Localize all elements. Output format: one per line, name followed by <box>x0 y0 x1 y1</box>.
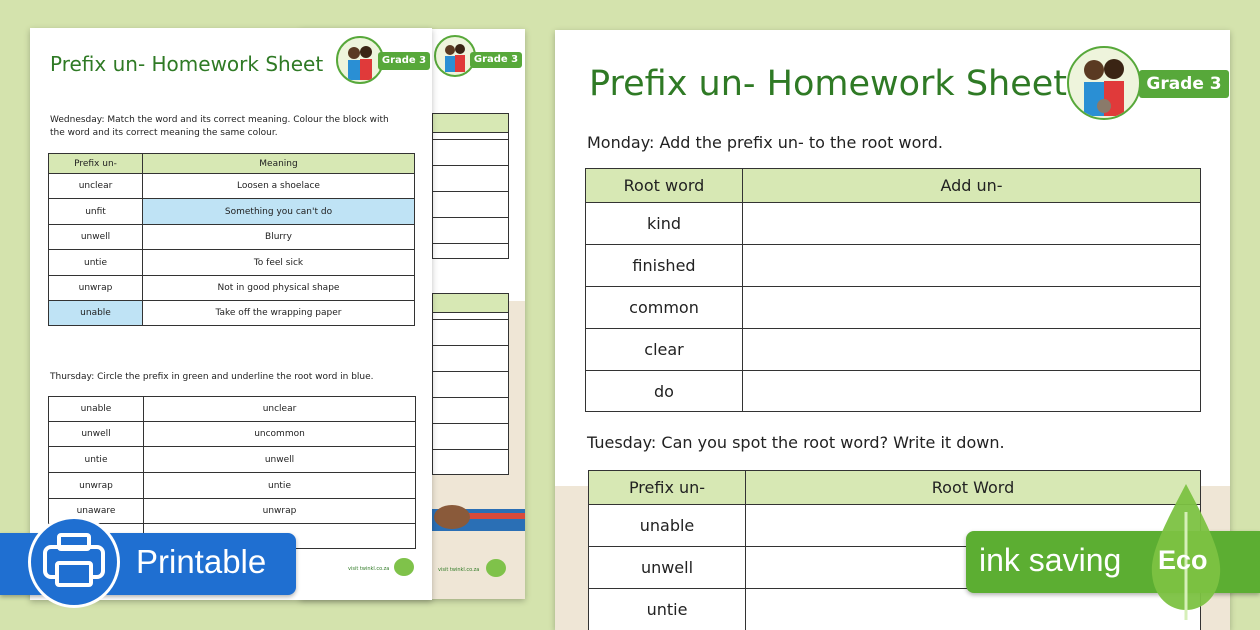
column-header: Root Word <box>746 471 1201 505</box>
monday-table <box>585 168 1201 412</box>
table-row <box>586 371 1201 412</box>
page-title: Prefix un- Homework Sheet <box>50 52 324 76</box>
table-row <box>49 447 416 473</box>
column-header: Prefix un- <box>49 154 143 174</box>
eco-label: Eco <box>1158 545 1208 575</box>
root-word-cell: do <box>586 371 743 412</box>
footer-url: visit twinkl.co.za <box>438 567 480 573</box>
word-cell[interactable]: unclear <box>49 174 143 199</box>
grade-badge: Grade 3 <box>1139 70 1229 98</box>
word-cell[interactable]: uncommon <box>144 422 416 447</box>
prefix-word-cell: untie <box>589 589 746 630</box>
word-cell[interactable]: unable <box>49 397 144 422</box>
column-header: Prefix un- <box>589 471 746 505</box>
table-row <box>49 225 415 250</box>
grade-badge: Grade 3 <box>378 52 430 70</box>
root-word-cell: kind <box>586 203 743 245</box>
word-cell[interactable]: unclear <box>144 397 416 422</box>
table-row <box>49 397 416 422</box>
word-cell[interactable]: unwrap <box>144 499 416 524</box>
answer-cell[interactable] <box>743 329 1201 371</box>
tuesday-instruction: Tuesday: Can you spot the root word? Write it down. <box>587 433 1005 452</box>
prefix-word-cell: unwell <box>589 547 746 589</box>
column-header: Meaning <box>143 154 415 174</box>
word-cell[interactable]: unwell <box>49 422 144 447</box>
monday-instruction: Monday: Add the prefix un- to the root word. <box>587 133 943 152</box>
printer-icon <box>31 519 117 605</box>
wednesday-instruction <box>50 114 389 140</box>
printer-icon-circle <box>28 516 120 608</box>
table-row <box>586 203 1201 245</box>
word-cell[interactable]: unaware <box>49 499 144 524</box>
word-cell[interactable]: unfit <box>49 199 143 225</box>
root-word-cell: finished <box>586 245 743 287</box>
meaning-cell[interactable]: Take off the wrapping paper <box>143 301 415 326</box>
meaning-cell[interactable]: Blurry <box>143 225 415 250</box>
children-illustration <box>336 36 384 84</box>
answer-cell[interactable] <box>743 245 1201 287</box>
answer-cell[interactable] <box>746 589 1201 630</box>
word-cell[interactable]: untie <box>144 473 416 499</box>
table-row <box>49 174 415 199</box>
prefix-word-cell: unable <box>589 505 746 547</box>
root-word-cell: common <box>586 287 743 329</box>
thursday-instruction: Thursday: Circle the prefix in green and underline the root word in blue. <box>50 372 374 382</box>
ink-saving-label: ink saving <box>979 542 1122 578</box>
meaning-cell[interactable]: Loosen a shoelace <box>143 174 415 199</box>
page-title: Prefix un- Homework Sheet <box>589 64 1068 104</box>
table-row <box>586 329 1201 371</box>
table-stub <box>432 113 509 259</box>
grade-badge: Grade 3 <box>470 52 522 68</box>
answer-cell[interactable] <box>743 287 1201 329</box>
word-cell[interactable]: untie <box>49 250 143 276</box>
table-stub <box>432 293 509 475</box>
table-row <box>49 301 415 326</box>
table-row <box>49 250 415 276</box>
footer-url: visit twinkl.co.za <box>348 566 390 572</box>
table-row <box>49 276 415 301</box>
word-cell[interactable]: unable <box>49 301 143 326</box>
instruction-line: Wednesday: Match the word and its correct meaning. Colour the block with <box>50 115 389 125</box>
table-row <box>49 473 416 499</box>
meaning-cell[interactable]: Not in good physical shape <box>143 276 415 301</box>
meaning-cell[interactable]: Something you can't do <box>143 199 415 225</box>
table-row <box>49 422 416 447</box>
root-word-cell: clear <box>586 329 743 371</box>
left-sheet <box>30 28 432 600</box>
answer-cell[interactable] <box>743 371 1201 412</box>
meaning-cell[interactable]: To feel sick <box>143 250 415 276</box>
table-row <box>586 287 1201 329</box>
column-header: Add un- <box>743 169 1201 203</box>
word-cell[interactable]: unwrap <box>49 473 144 499</box>
word-cell[interactable]: unwell <box>49 225 143 250</box>
twinkl-logo <box>486 559 506 577</box>
word-cell[interactable]: unwell <box>144 447 416 473</box>
pencil-illustration <box>432 499 525 539</box>
table-row <box>589 589 1201 630</box>
instruction-line: the word and its correct meaning the same colour. <box>50 128 278 138</box>
printable-label: Printable <box>136 543 267 580</box>
children-illustration <box>1067 46 1141 120</box>
answer-cell[interactable] <box>743 203 1201 245</box>
wednesday-table <box>48 153 415 326</box>
table-row <box>586 245 1201 287</box>
twinkl-logo <box>394 558 414 576</box>
table-row <box>49 199 415 225</box>
word-cell[interactable]: unwrap <box>49 276 143 301</box>
column-header: Root word <box>586 169 743 203</box>
word-cell[interactable]: untie <box>49 447 144 473</box>
